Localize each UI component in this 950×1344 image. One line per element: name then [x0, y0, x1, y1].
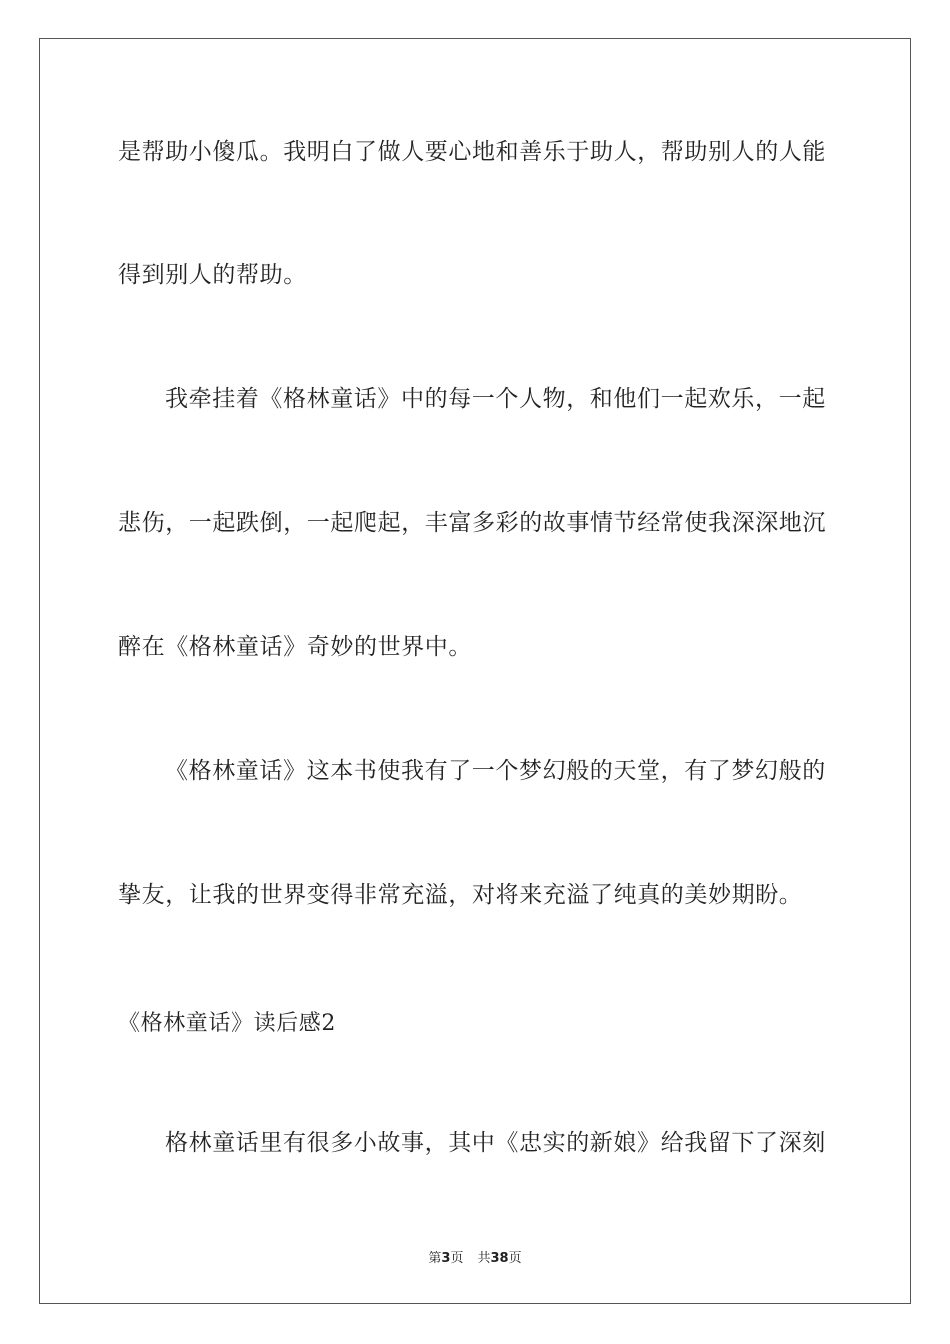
- footer-total-prefix: 共: [477, 1251, 491, 1266]
- body-line-3: 我牵挂着《格林童话》中的每一个人物，和他们一起欢乐，一起: [165, 386, 826, 412]
- footer-page-suffix: 页: [450, 1251, 464, 1266]
- body-line-6: 《格林童话》这本书使我有了一个梦幻般的天堂，有了梦幻般的: [165, 758, 826, 784]
- footer-total-number: 38: [490, 1251, 509, 1266]
- footer-page-number: 3: [441, 1251, 451, 1266]
- section-heading: 《格林童话》读后感2: [118, 1011, 336, 1036]
- page-footer: [0, 1247, 950, 1266]
- page-border: [39, 38, 911, 1304]
- body-line-9: 格林童话里有很多小故事，其中《忠实的新娘》给我留下了深刻: [165, 1130, 826, 1156]
- footer-total-suffix: 页: [508, 1251, 522, 1266]
- body-line-2: 得到别人的帮助。: [118, 262, 307, 288]
- footer-page-prefix: 第: [428, 1251, 442, 1266]
- body-line-1: 是帮助小傻瓜。我明白了做人要心地和善乐于助人，帮助别人的人能: [118, 139, 826, 165]
- body-line-5: 醉在《格林童话》奇妙的世界中。: [118, 634, 472, 660]
- body-line-7: 挚友，让我的世界变得非常充溢，对将来充溢了纯真的美妙期盼。: [118, 882, 803, 908]
- body-line-4: 悲伤，一起跌倒，一起爬起，丰富多彩的故事情节经常使我深深地沉: [118, 510, 826, 536]
